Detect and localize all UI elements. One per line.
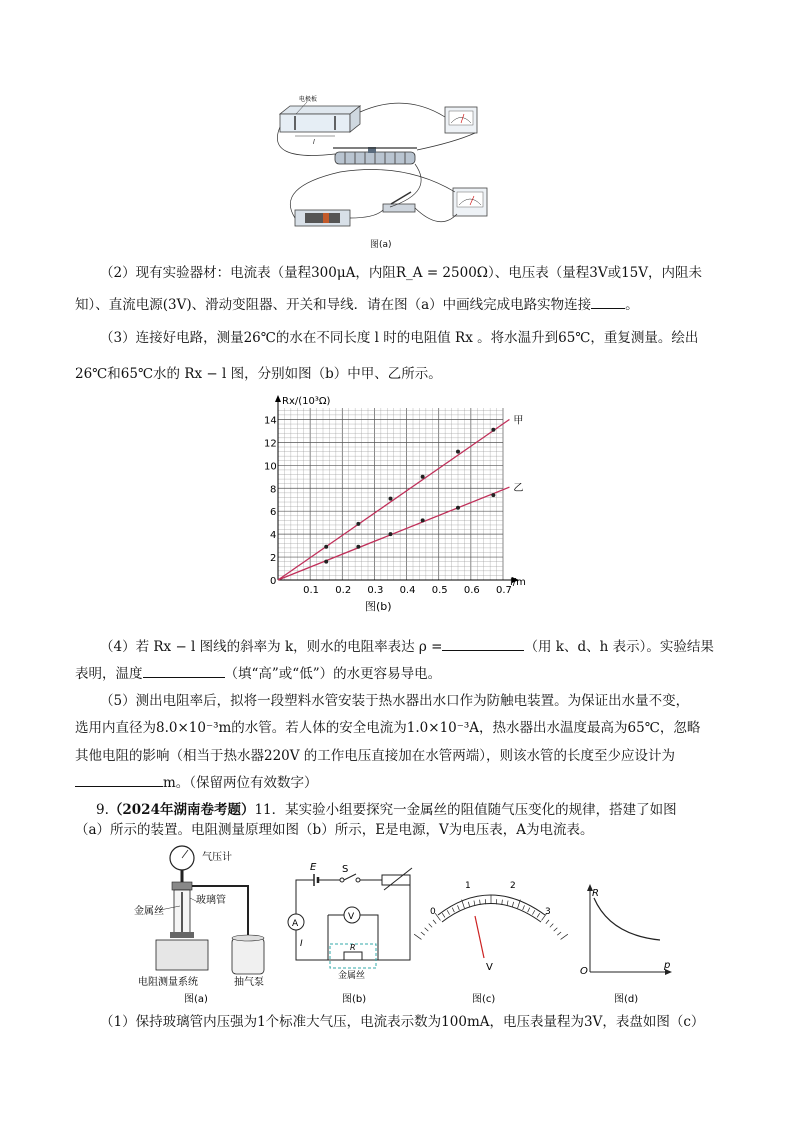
dial-tick-0: 0 xyxy=(430,907,436,917)
current-label: I xyxy=(300,939,303,949)
fig-a-caption: 图(a) xyxy=(184,994,208,1005)
dial-tick-mark xyxy=(528,908,530,913)
q9-source: （2024年湖南卷考题） xyxy=(108,802,255,818)
x-tick-label: 0.7 xyxy=(496,585,512,596)
data-point xyxy=(456,450,460,454)
data-point xyxy=(421,475,425,479)
q2-line2 xyxy=(75,294,639,315)
bottom-figures xyxy=(120,840,690,1010)
q9-number: 9. xyxy=(96,802,109,818)
x-tick-label: 0.5 xyxy=(431,585,448,596)
data-point xyxy=(324,545,328,549)
figure-a-caption: 图(a) xyxy=(370,240,392,250)
q5-line2: 选用内直径为8.0×10⁻³m的水管。若人体的安全电流为1.0×10⁻³A，热水器出水温度最高为65℃，忽略 xyxy=(75,720,701,736)
resistivity-answer-blank[interactable] xyxy=(442,636,524,651)
resistor-label: R xyxy=(350,943,356,952)
dial-tick-1: 1 xyxy=(465,881,471,891)
q5-line3: 其他电阻的影响（相当于热水器220V 的工作电压直接加在水管两端），则该水管的长度至少应设计为 xyxy=(75,748,676,764)
q5-line4 xyxy=(75,772,318,793)
dial-tick-mark xyxy=(474,901,475,906)
q2-line2-text: 知）、直流电源(3V)、滑动变阻器、开关和导线．请在图（a）中画线完成电路实物连接 xyxy=(75,297,592,313)
dial-tick-mark xyxy=(447,910,449,914)
rheostat-device xyxy=(333,147,417,164)
data-point xyxy=(356,522,360,526)
q9-line2: （a）所示的装置。电阻测量原理如图（b）所示，E是电源，V为电压表，A为电流表。 xyxy=(75,822,594,838)
pressure-apparatus xyxy=(134,846,264,1005)
water-tank xyxy=(280,95,360,146)
dial-tick-mark xyxy=(421,932,425,935)
y-tick-label: 0 xyxy=(270,576,277,587)
q4-line1-end: （用 k、d、h 表示）。实验结果 xyxy=(524,639,714,655)
dial-tick-mark xyxy=(512,902,513,907)
tube-label: 玻璃管 xyxy=(196,895,226,906)
y-tick-label: 6 xyxy=(270,507,277,519)
fig-b-caption: 图(b) xyxy=(342,994,367,1005)
ammeter-label: A xyxy=(292,919,299,929)
ammeter-device xyxy=(445,107,477,133)
r-p-graph xyxy=(580,884,672,1005)
q5-line4-text: m。（保留两位有效数字） xyxy=(163,775,318,791)
y-tick-label: 2 xyxy=(270,553,277,565)
q3-line1: （3）连接好电路，测量26℃的水在不同长度 l 时的电阻值 Rx 。将水温升到65℃，重复测量。绘出 xyxy=(100,330,699,346)
series-label-1: 甲 xyxy=(513,415,524,427)
rx-l-chart xyxy=(250,392,540,622)
dial-tick-mark xyxy=(561,934,568,939)
dial-tick-mark xyxy=(532,910,534,914)
x-tick-label: 0.4 xyxy=(399,585,416,596)
apparatus-figure-a xyxy=(265,92,500,250)
y-axis-label: Rx/(10³Ω) xyxy=(282,396,331,407)
gauge-label: 气压计 xyxy=(202,852,232,863)
dial-tick-mark xyxy=(537,913,540,917)
dial-unit: V xyxy=(486,962,493,973)
y-tick-label: 4 xyxy=(270,530,277,542)
q9-line1 xyxy=(96,800,677,820)
data-point xyxy=(456,506,460,510)
dial-tick-mark xyxy=(433,920,436,924)
data-point xyxy=(491,493,495,497)
dial-tick-mark xyxy=(429,924,432,928)
dial-tick-mark xyxy=(502,900,503,905)
chart-caption: 图(b) xyxy=(365,600,392,613)
q4-line2-end: （填“高”或“低”）的水更容易导电。 xyxy=(224,666,442,682)
dial-tick-2: 2 xyxy=(510,881,516,891)
voltmeter-device xyxy=(453,188,487,216)
dial-tick-mark xyxy=(414,934,421,939)
dial-tick-mark xyxy=(546,920,549,924)
x-tick-label: 0.2 xyxy=(335,585,352,596)
y-tick-label: 12 xyxy=(264,438,277,450)
dial-tick-mark xyxy=(458,905,460,910)
dial-tick-mark xyxy=(550,924,553,928)
dial-tick-mark xyxy=(557,932,561,935)
q2-line1: （2）现有实验器材：电流表（量程300μA，内阻R_A = 2500Ω）、电压表（量程3V或15V，内阻未 xyxy=(100,265,703,281)
dial-tick-mark xyxy=(468,902,469,907)
y-axis-arrow xyxy=(275,395,281,402)
data-point xyxy=(389,532,393,536)
dial-tick-3: 3 xyxy=(545,907,551,917)
d-origin: O xyxy=(580,966,588,977)
system-label: 电阻测量系统 xyxy=(138,977,198,988)
y-tick-label: 14 xyxy=(264,415,277,427)
wire-label: 金属丝 xyxy=(134,906,164,917)
metal-wire-label: 金属丝 xyxy=(338,971,366,981)
battery-device xyxy=(295,210,350,226)
temperature-answer-blank[interactable] xyxy=(143,663,225,678)
chart-axes xyxy=(275,395,519,583)
data-point xyxy=(491,428,495,432)
y-tick-label: 10 xyxy=(264,461,277,473)
q9-line1-text: 11．某实验小组要探究一金属丝的阻值随气压变化的规律，搭建了如图 xyxy=(254,802,677,818)
emf-label: E xyxy=(310,862,317,873)
dial-tick-mark xyxy=(452,908,454,913)
switch-device xyxy=(383,192,415,212)
x-tick-label: 0.3 xyxy=(367,585,384,596)
data-point xyxy=(389,497,393,501)
q2-line2-end: 。 xyxy=(625,297,639,313)
data-point xyxy=(421,518,425,522)
q4-line2-text: 表明，温度 xyxy=(75,666,143,682)
dial-tick-mark xyxy=(554,928,558,931)
electrode-label: 电极板 xyxy=(299,96,318,103)
fig-d-caption: 图(d) xyxy=(614,994,639,1005)
meter-dial xyxy=(414,881,568,1005)
chart-series xyxy=(278,414,523,580)
q9-1-line1: （1）保持玻璃管内压强为1个标准大气压，电流表示数为100mA，电压表量程为3V，表盘如图（c） xyxy=(100,1014,705,1030)
circuit-labels xyxy=(292,862,366,1005)
q2-answer-blank[interactable] xyxy=(591,294,625,309)
q3-line2: 26℃和65℃水的 Rx − l 图，分别如图（b）中甲、乙所示。 xyxy=(75,366,442,382)
fig-c-caption: 图(c) xyxy=(472,994,496,1005)
data-point xyxy=(324,560,328,564)
dial-tick-mark xyxy=(507,901,508,906)
dial-tick-mark xyxy=(523,905,525,910)
switch-label: S xyxy=(342,864,349,875)
pump-label: 抽气泵 xyxy=(234,977,264,988)
data-point xyxy=(356,545,360,549)
dial-tick-mark xyxy=(425,928,429,931)
series-label-2: 乙 xyxy=(513,483,524,495)
d-axis-p: p xyxy=(664,960,671,971)
chart-grid xyxy=(278,408,503,580)
x-tick-label: 0.1 xyxy=(303,585,320,596)
d-axis-r: R xyxy=(592,888,599,899)
x-tick-label: 0.6 xyxy=(463,585,480,596)
dial-tick-mark xyxy=(442,913,445,917)
q4-line1 xyxy=(100,636,714,657)
svg-text:l: l xyxy=(313,139,315,146)
q4-line1-text: （4）若 Rx − l 图线的斜率为 k，则水的电阻率表达 ρ = xyxy=(100,639,443,655)
voltmeter-label: V xyxy=(348,912,355,922)
length-answer-blank[interactable] xyxy=(75,772,163,787)
y-tick-label: 8 xyxy=(270,484,277,496)
x-axis-label: l/m xyxy=(510,577,526,588)
q4-line2 xyxy=(75,663,441,684)
q5-line1: （5）测出电阻率后，拟将一段塑料水管安装于热水器出水口作为防触电装置。为保证出水量不变， xyxy=(100,693,690,709)
